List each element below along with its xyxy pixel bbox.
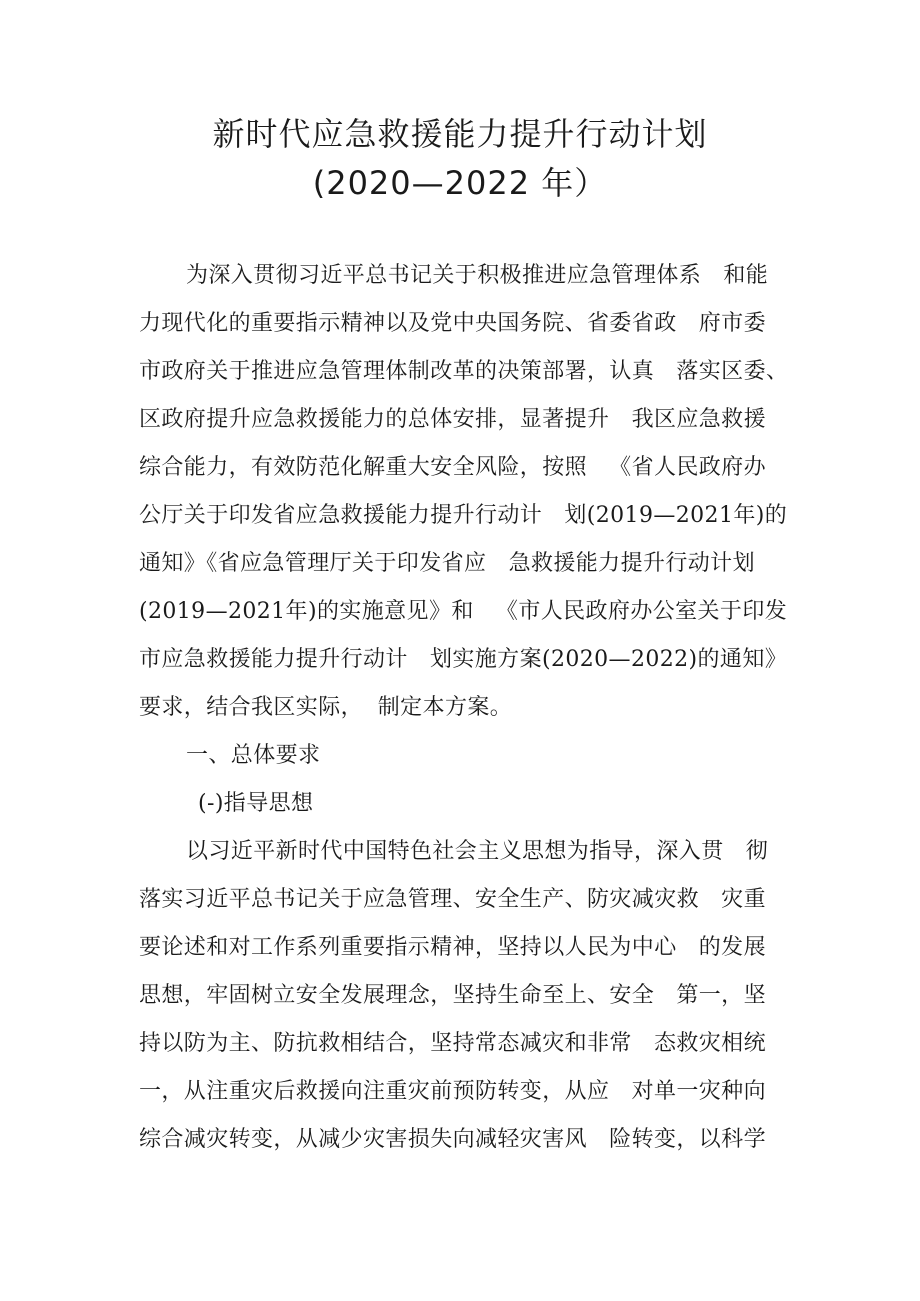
document-title: 新时代应急救援能力提升行动计划 bbox=[212, 115, 708, 153]
body-line-6: 公厅关于印发省应急救援能力提升行动计 划(2019—2021年)的 bbox=[139, 503, 788, 528]
body-line-3: 市政府关于推进应急管理体制改革的决策部署，认真 落实区委、 bbox=[139, 359, 789, 384]
body-line-10: 要求，结合我区实际， 制定本方案。 bbox=[139, 695, 513, 720]
body-line-7: 通知》《省应急管理厅关于印发省应 急救援能力提升行动计划 bbox=[139, 551, 755, 576]
body-line-16: 一，从注重灾后救援向注重灾前预防转变，从应 对单一灾种向 bbox=[139, 1079, 766, 1104]
subsection-heading-1: (-)指导思想 bbox=[198, 791, 314, 816]
body-line-12: 落实习近平总书记关于应急管理、安全生产、防灾减灾救 灾重 bbox=[139, 887, 766, 912]
body-line-4: 区政府提升应急救援能力的总体安排，显著提升 我区应急救援 bbox=[139, 407, 766, 432]
body-line-17: 综合减灾转变，从减少灾害损失向减轻灾害风 险转变，以科学 bbox=[139, 1127, 766, 1152]
body-line-11: 以习近平新时代中国特色社会主义思想为指导，深入贯 彻 bbox=[186, 839, 769, 864]
body-line-14: 思想，牢固树立安全发展理念，坚持生命至上、安全 第一，坚 bbox=[139, 983, 766, 1008]
body-line-5: 综合能力，有效防范化解重大安全风险，按照 《省人民政府办 bbox=[139, 455, 766, 480]
body-line-1: 为深入贯彻习近平总书记关于积极推进应急管理体系 和能 bbox=[186, 263, 769, 288]
body-line-13: 要论述和对工作系列重要指示精神，坚持以人民为中心 的发展 bbox=[139, 935, 766, 960]
body-line-2: 力现代化的重要指示精神以及党中央国务院、省委省政 府市委 bbox=[139, 311, 766, 336]
document-title-years: (2020—2022 年） bbox=[312, 164, 608, 202]
body-line-9: 市应急救援能力提升行动计 划实施方案(2020—2022)的通知》 bbox=[139, 647, 788, 672]
section-heading-1: 一、总体要求 bbox=[186, 743, 321, 768]
body-line-15: 持以防为主、防抗救相结合，坚持常态减灾和非常 态救灾相统 bbox=[139, 1031, 766, 1056]
body-line-8: (2019—2021年)的实施意见》和 《市人民政府办公室关于印发 bbox=[139, 599, 788, 624]
